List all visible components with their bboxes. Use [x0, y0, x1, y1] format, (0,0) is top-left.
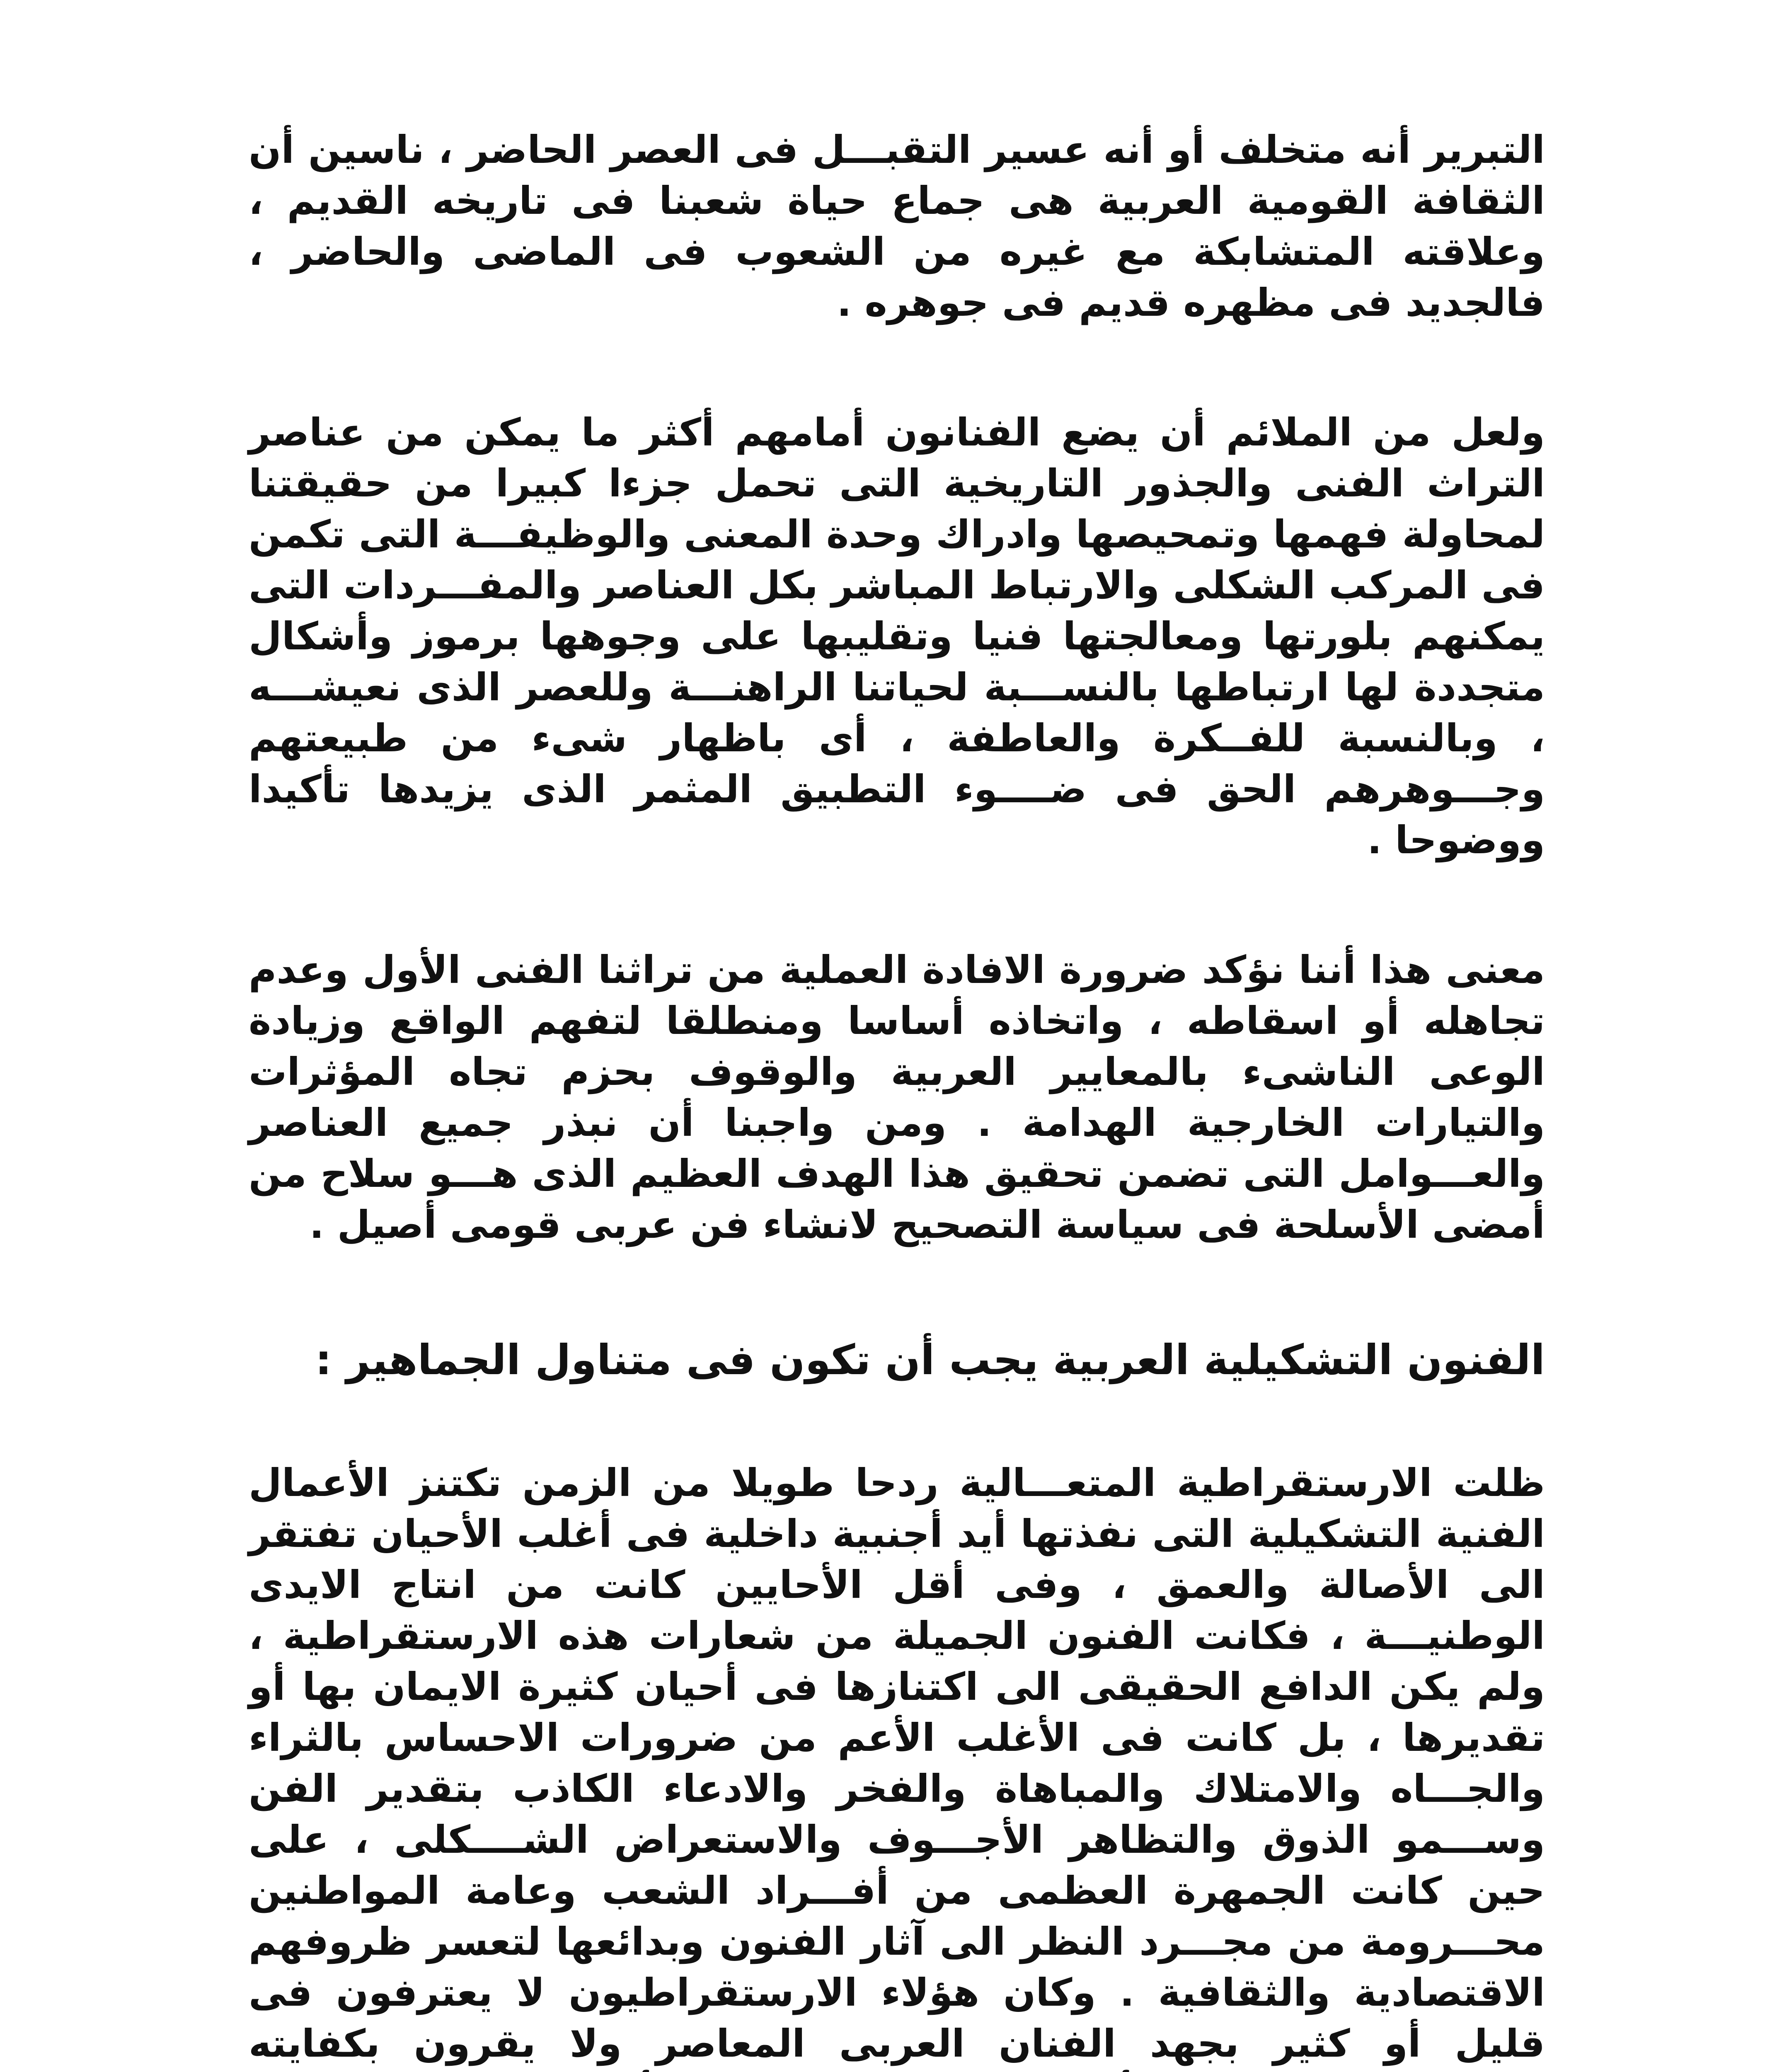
text-column	[249, 124, 1545, 2072]
body-paragraph: التبرير أنه متخلف أو أنه عسير التقبـــل فى العصر الحاضر ، ناسين أن الثقافة القومية العربية هى جماع حياة شعبنا فى تاريخه القديم ، وعلاقته المتشابكة مع غيره من الشعوب فى الماضى والحاضر ، فالجديد فى مظهره قديم فى جوهره .	[249, 128, 1545, 325]
body-paragraph: ظلت الارستقراطية المتعـــالية ردحا طويلا من الزمن تكتنز الأعمال الفنية التشكيلية التى نفذتها أيد أجنبية داخلية فى أغلب الأحيان تفتقر الى الأصالة والعمق ، وفى أقل الأحايين كانت من انتاج الايدى الوطنيـــة ، فكانت الفنون الجميلة من شعارات هذه الارستقراطية ، ولم يكن الدافع الحقيقى الى اكتنازها فى أحيان كثيرة الايمان بها أو تقديرها ، بل كانت فى الأغلب الأعم من ضرورات الاحساس بالثراء والجـــاه والامتلاك والمباهاة والفخر والادعاء الكاذب بتقدير الفن وســـمو الذوق والتظاهر الأجـــوف والاستعراض الشــــكلى ، على حين كانت الجمهرة العظمى من أفـــراد الشعب وعامة المواطنين محـــرومة من مجـــرد النظر الى آثار الفنون وبدائعها لتعسر ظروفهم الاقتصادية والثقافية . وكان هؤلاء الارستقراطيون لا يعترفون فى قليل أو كثير بجهد الفنان العربى المعاصر ولا يقرون بكفايته	[249, 1461, 1545, 2066]
body-paragraph: ولعل من الملائم أن يضع الفنانون أمامهم أكثر ما يمكن من عناصر التراث الفنى والجذور التاريخية التى تحمل جزءا كبيرا من حقيقتنا لمحاولة فهمها وتمحيصها وادراك وحدة المعنى والوظيفـــة التى تكمن فى المركب الشكلى والارتباط المباشر بكل العناصر والمفـــردات التى يمكنهم بلورتها ومعالجتها فنيا وتقليبها على وجوهها برموز وأشكال متجددة لها ارتباطها بالنســـبة لحياتنا الراهنـــة وللعصر الذى نعيشـــه ، وبالنسبة للفــكرة والعاطفة ، أى باظهار شىء من طبيعتهم وجـــوهرهم الحق فى ضــــوء التطبيق المثمر الذى يزيدها تأكيدا ووضوحا .	[249, 410, 1545, 862]
body-paragraph: معنى هذا أننا نؤكد ضرورة الافادة العملية من تراثنا الفنى الأول وعدم تجاهله أو اسقاطه ، واتخاذه أساسا ومنطلقا لتفهم الواقع وزيادة الوعى الناشىء بالمعايير العربية والوقوف بحزم تجاه المؤثرات والتيارات الخارجية الهدامة . ومن واجبنا أن نبذر جميع العناصر والعـــوامل التى تضمن تحقيق هذا الهدف العظيم الذى هـــو سلاح من أمضى الأسلحة فى سياسة التصحيح لانشاء فن عربى قومى أصيل .	[249, 948, 1545, 1247]
section-heading: الفنون التشكيلية العربية يجب أن تكون فى متناول الجماهير :	[315, 1336, 1545, 1384]
